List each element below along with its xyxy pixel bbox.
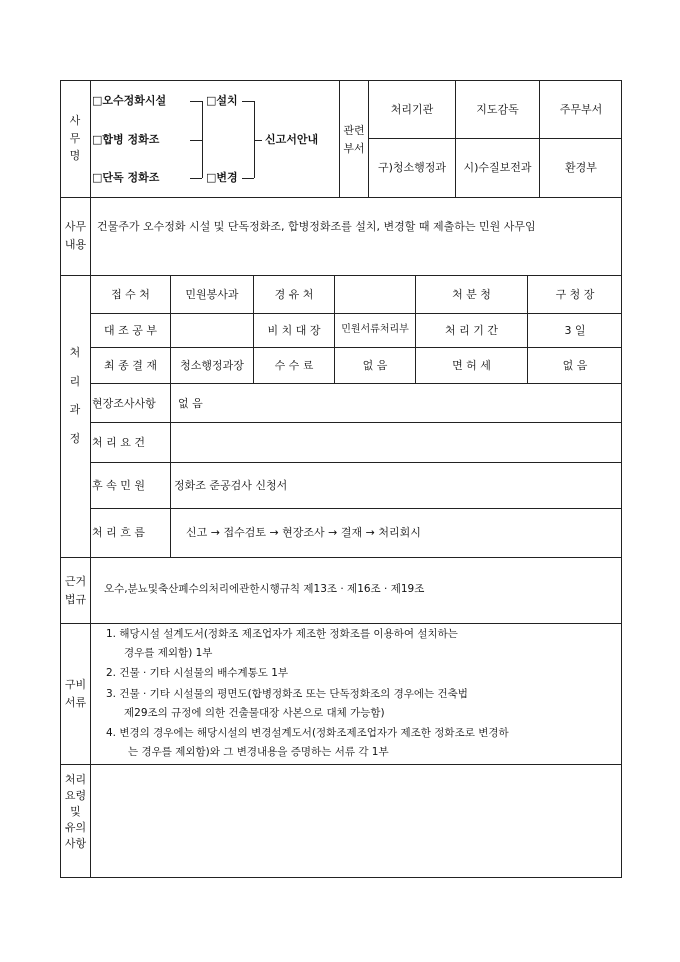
doc-line-4b: 는 경우를 제외함)와 그 변경내용을 증명하는 서류 각 1부 [128, 746, 389, 758]
section-label-process: 처 리 과 정 [69, 346, 81, 445]
cell-label-ledger: 대 조 공 부 [104, 324, 157, 337]
cell-label-survey: 현장조사사항 [92, 397, 156, 410]
divider [60, 197, 622, 198]
cell-value-period: 3 일 [564, 324, 586, 337]
bracket [202, 101, 203, 178]
cell-label-fee: 수 수 료 [274, 359, 314, 372]
cell-value-disposition: 구 청 장 [555, 288, 595, 301]
option-sewage-facility: □오수정화시설 [92, 94, 167, 107]
dept-value-main: 환경부 [565, 161, 597, 174]
dept-value-processing: 구)청소행정과 [377, 161, 447, 174]
cell-label-period: 처 리 기 간 [445, 324, 498, 337]
bracket [242, 178, 254, 179]
cell-value-flow: 신고 → 접수검토 → 현장조사 → 결재 → 처리회시 [186, 526, 421, 539]
bracket [254, 140, 262, 141]
doc-line-3: 3. 건물 · 기타 시설물의 평면도(합병정화조 또는 단독정화조의 경우에는 건축법 [106, 688, 468, 700]
doc-line-1: 1. 해당시설 설계도서(정화조 제조업자가 제조한 정화조를 이용하여 설치하는 [106, 628, 458, 640]
cell-value-survey: 없 음 [178, 397, 203, 410]
cell-label-requirements: 처 리 요 건 [92, 436, 145, 449]
doc-line-3b: 제29조의 규정에 의한 건출물대장 사본으로 대체 가능함) [124, 707, 385, 719]
dept-header-supervision: 지도감독 [476, 103, 519, 116]
cell-value-reception: 민원봉사과 [185, 288, 239, 301]
content-description: 건물주가 오수정화 시설 및 단독정화조, 합병정화조를 설치, 변경할 때 제출하는 민원 사무임 [97, 220, 536, 233]
dept-value-supervision: 시)수질보전과 [463, 161, 532, 174]
option-combined-septic: □합병 정화조 [92, 133, 160, 146]
dept-header-main: 주무부서 [559, 103, 603, 116]
cell-value-approval: 청소행정과장 [180, 359, 244, 372]
cell-label-follow-up: 후 속 민 원 [92, 479, 145, 492]
option-single-septic: □단독 정화조 [92, 171, 160, 184]
related-dept-label: 관련 부서 [343, 124, 365, 155]
section-label-law: 근거 법규 [64, 575, 87, 606]
label-column-line [90, 80, 91, 878]
section-label-content: 사무 내용 [64, 220, 87, 251]
divider [60, 764, 622, 765]
bracket [190, 101, 202, 102]
section-label-office: 사 무 명 [69, 114, 81, 163]
section-label-notes: 처리 요령 및 유의 사항 [64, 773, 87, 850]
cell-label-register: 비 치 대 장 [267, 324, 321, 337]
bracket [190, 140, 202, 141]
cell-value-register: 민원서류처리부 [341, 324, 409, 335]
cell-value-fee: 없 음 [362, 359, 388, 372]
divider [60, 275, 622, 276]
col-line [170, 275, 171, 557]
doc-line-2: 2. 건물 · 기타 시설물의 배수계통도 1부 [106, 667, 289, 679]
divider [60, 557, 622, 558]
option-install: □설치 [206, 94, 238, 107]
cell-label-disposition: 처 분 청 [452, 288, 491, 301]
doc-line-4: 4. 변경의 경우에는 해당시설의 변경설계도서(정화조제조업자가 제조한 정화조로 변경하 [106, 727, 509, 739]
cell-label-via: 경 유 처 [274, 288, 314, 301]
bracket [242, 101, 254, 102]
bracket [190, 178, 202, 179]
cell-label-reception: 접 수 처 [111, 288, 150, 301]
doc-line-1b: 경우를 제외함) 1부 [124, 647, 213, 659]
section-label-documents: 구비 서류 [64, 678, 87, 709]
cell-line [368, 138, 622, 139]
cell-value-license-tax: 없 음 [562, 359, 588, 372]
dept-header-processing: 처리기관 [390, 103, 434, 116]
cell-label-license-tax: 면 허 세 [452, 359, 491, 372]
cell-label-approval: 최 종 결 재 [104, 359, 157, 372]
result-report-guide: 신고서안내 [265, 133, 319, 146]
law-text: 오수,분뇨및축산폐수의처리에관한시행규칙 제13조 · 제16조 · 제19조 [104, 583, 425, 595]
option-change: □변경 [206, 171, 238, 184]
cell-value-follow-up: 정화조 준공검사 신청서 [174, 479, 288, 492]
divider [60, 623, 622, 624]
cell-label-flow: 처 리 흐 름 [92, 526, 145, 539]
